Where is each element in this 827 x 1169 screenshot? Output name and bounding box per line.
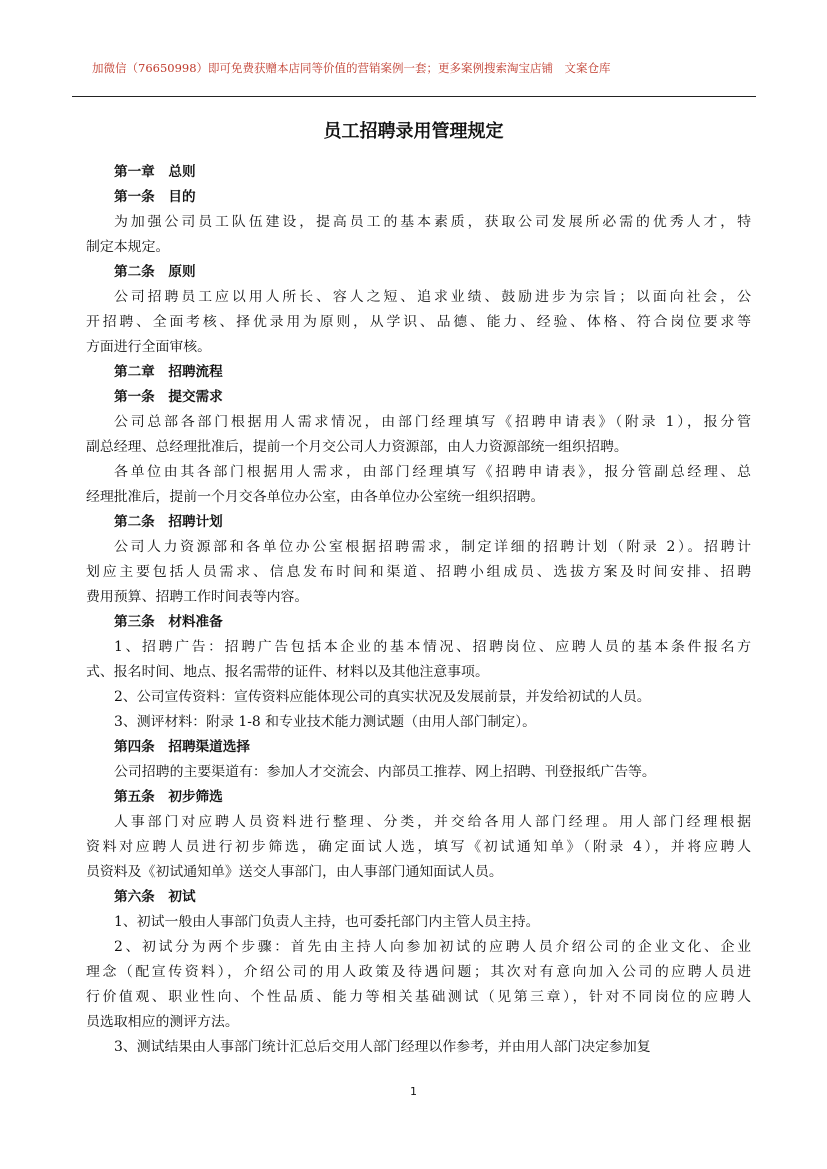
paragraph-line: 3、测试结果由人事部门统计汇总后交用人部门经理以作参考，并由用人部门决定参加复 (114, 1039, 651, 1055)
paragraph-line: 划应主要包括人员需求、信息发布时间和渠道、招聘小组成员、选拔方案及时间安排、招聘 (86, 564, 751, 580)
paragraph-line: 公司招聘的主要渠道有：参加人才交流会、内部员工推荐、网上招聘、刊登报纸广告等。 (114, 764, 656, 780)
paragraph-line: 式、报名时间、地点、报名需带的证件、材料以及其他注意事项。 (86, 664, 489, 680)
paragraph-line: 公司人力资源部和各单位办公室根据招聘需求，制定详细的招聘计划（附录 2）。招聘计 (114, 539, 751, 555)
paragraph-line: 1、初试一般由人事部门负责人主持，也可委托部门内主管人员主持。 (114, 914, 540, 930)
paragraph-line: 费用预算、招聘工作时间表等内容。 (86, 589, 309, 605)
section-heading: 第三条 材料准备 (114, 614, 223, 630)
section-heading: 第二条 原则 (114, 264, 196, 280)
section-heading: 第五条 初步筛选 (114, 789, 223, 805)
paragraph-line: 经理批准后，提前一个月交各单位办公室，由各单位办公室统一组织招聘。 (86, 489, 545, 505)
section-heading: 第六条 初试 (114, 889, 196, 905)
header-divider (72, 96, 756, 97)
document-body (86, 160, 751, 1060)
header-promo-note: 加微信（76650998）即可免费获赠本店同等价值的营销案例一套；更多案例搜索淘宝店铺 文案仓库 (92, 61, 611, 75)
section-heading: 第一条 提交需求 (114, 389, 223, 405)
paragraph-line: 员资料及《初试通知单》送交人事部门，由人事部门通知面试人员。 (86, 864, 503, 880)
page-number: 1 (410, 1085, 417, 1098)
paragraph-line: 公司总部各部门根据用人需求情况，由部门经理填写《招聘申请表》（附录 1），报分管 (114, 414, 751, 430)
section-heading: 第二章 招聘流程 (114, 364, 223, 380)
paragraph-line: 副总经理、总经理批准后，提前一个月交公司人力资源部，由人力资源部统一组织招聘。 (86, 439, 628, 455)
paragraph-line: 各单位由其各部门根据用人需求，由部门经理填写《招聘申请表》，报分管副总经理、总 (114, 464, 751, 480)
paragraph-line: 开招聘、全面考核、择优录用为原则，从学识、品德、能力、经验、体格、符合岗位要求等 (86, 314, 751, 330)
paragraph-line: 资料对应聘人员进行初步筛选，确定面试人选，填写《初试通知单》（附录 4），并将应聘人 (86, 839, 751, 855)
paragraph-line: 为加强公司员工队伍建设，提高员工的基本素质，获取公司发展所必需的优秀人才，特 (114, 214, 751, 230)
paragraph-line: 2、初试分为两个步骤：首先由主持人向参加初试的应聘人员介绍公司的企业文化、企业 (114, 939, 751, 955)
section-heading: 第四条 招聘渠道选择 (114, 739, 250, 755)
paragraph-line: 2、公司宣传资料：宣传资料应能体现公司的真实状况及发展前景，并发给初试的人员。 (114, 689, 651, 705)
paragraph-line: 员选取相应的测评方法。 (86, 1014, 239, 1030)
paragraph-line: 理念（配宣传资料），介绍公司的用人政策及待遇问题；其次对有意向加入公司的应聘人员进 (86, 964, 751, 980)
paragraph-line: 1、招聘广告：招聘广告包括本企业的基本情况、招聘岗位、应聘人员的基本条件报名方 (114, 639, 751, 655)
document-title: 员工招聘录用管理规定 (323, 121, 504, 142)
section-heading: 第二条 招聘计划 (114, 514, 223, 530)
paragraph-line: 公司招聘员工应以用人所长、容人之短、追求业绩、鼓励进步为宗旨；以面向社会，公 (114, 289, 751, 305)
paragraph-line: 方面进行全面审核。 (86, 339, 212, 355)
paragraph-line: 行价值观、职业性向、个性品质、能力等相关基础测试（见第三章），针对不同岗位的应聘人 (86, 989, 751, 1005)
paragraph-line: 制定本规定。 (86, 239, 170, 255)
section-heading: 第一章 总则 (114, 164, 196, 180)
paragraph-line: 人事部门对应聘人员资料进行整理、分类，并交给各用人部门经理。用人部门经理根据 (114, 814, 751, 830)
paragraph-line: 3、测评材料：附录 1-8 和专业技术能力测试题（由用人部门制定）。 (114, 714, 537, 730)
section-heading: 第一条 目的 (114, 189, 196, 205)
